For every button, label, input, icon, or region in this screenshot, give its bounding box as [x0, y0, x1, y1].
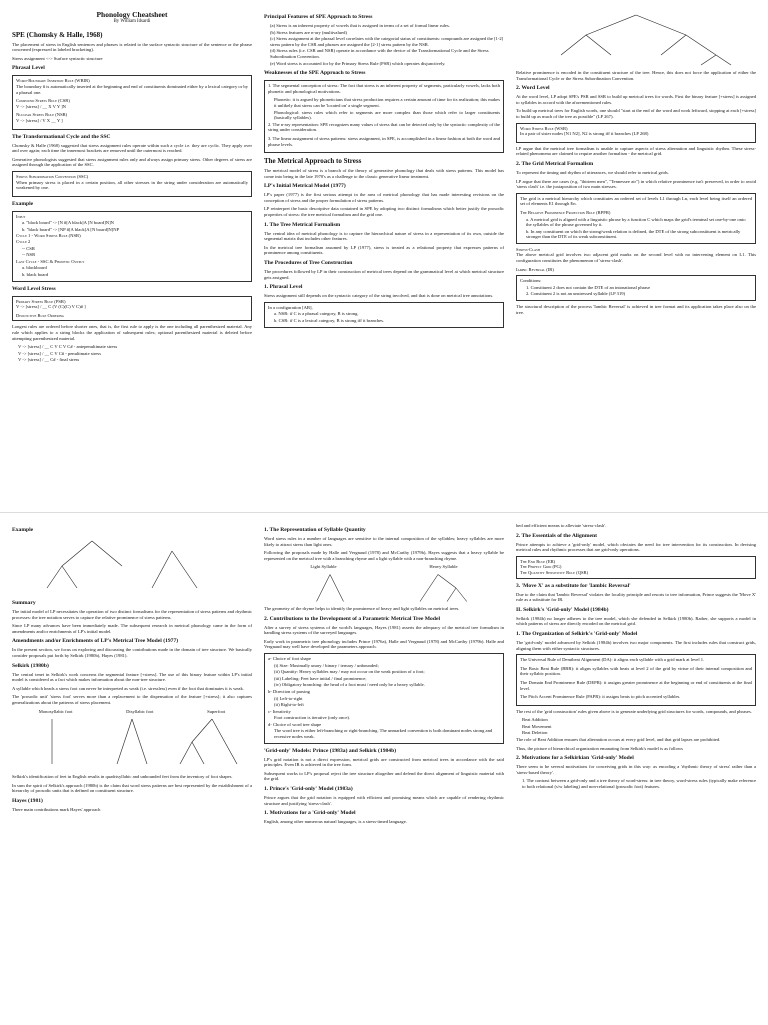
byline: By William Idsardi: [113, 19, 151, 24]
summary-heading: Summary: [12, 600, 36, 606]
beat-addition: Beat Addition: [522, 717, 548, 723]
thus-text: Thus, the picture of hierarchical organization emanating from Selkirk's model is as follows: [516, 745, 683, 751]
grid-box: [516, 193, 756, 244]
ssc-box: [12, 171, 252, 197]
summary-text-2: Since LP many advances have been immediately made. The subsequent research in metrical phonology came in the form of amendments and/or enrichments of LP's initial model.: [12, 623, 252, 634]
representation-text-2: Following the proposals made by Halle and Vergnaud (1978) and McCarthy (1979b), Hayes suggests that a heavy syllable be represented on the metrical tree with a branching rhyme and a light syllable with a non-branching rhyme.: [264, 550, 504, 561]
quantity-sensitivity-rule: The Quantity Sensitivity Rule (QSR): [520, 569, 589, 575]
lp-heading: LP's Initial Metrical Model (1977): [264, 183, 346, 190]
heavy-syllable-label: Heavy Syllable: [429, 564, 458, 570]
page-title: Phonology Cheatsheet: [96, 10, 168, 19]
phrasal-level-text: Stress assignment still depends on the syntactic category of the string involved, and that is done on metrical tree annotations.: [264, 293, 494, 299]
pf-b: (b) Stress features are n-ary (multivalued): [270, 29, 347, 35]
example-heading: Example: [12, 200, 34, 207]
param-d-text: The word tree is either left-branching or right-branching. The unmarked convention is both dominant nodes strong and recessive nodes weak.: [274, 728, 493, 740]
csr-formula: V -> [stress] / __ X V Y ]N: [16, 103, 66, 109]
selkirk-heading: Selkirk (1980b): [12, 662, 49, 669]
stress-clash-label: Stress-Clash: [516, 246, 540, 252]
psr-box: [12, 296, 252, 322]
pf-a: (a) Stress is an inherent property of vowels that is assigned in terms of a set of formal linear rules.: [270, 23, 450, 28]
ssc-title: Stress Subordination Convention (SSC): [16, 173, 89, 179]
param-a-iii: (iii) Labeling: Feet have initial / final prominence;: [274, 675, 367, 681]
summary-text: The initial model of LP necessitates the operation of two distinct formalisms for the representation of stress patterns and rhythmic processes: the tree notation serves to capture the relative prominence of stress patterns.: [12, 609, 252, 620]
param-c: c- Iterativity: [268, 708, 291, 714]
weakness-3: 3. The linear assignment of stress patterns: stress assignment, in SPE, is accomplished in a linear fashion at both the word and phrase levels.: [268, 135, 500, 147]
trans-text: Chomsky & Halle (1968) suggested that stress assignment rules operate within such a cycle i.e. they are cyclic. They apply over and over again; each time the innermost brackets are removed until the outermost is reached.: [12, 142, 252, 154]
psr-title: Primary Stress Rule (PSR): [16, 298, 66, 304]
prosodic-text: The 'prosodic unit' 'stress foot' serves more than a replacement to the dispensation of the feature [+stress]; it also captures generalizations about the patterns of stress placement.: [12, 694, 252, 705]
motivations-2-heading: 2. Motivations for a Selkirkian 'Grid-only' Model: [516, 755, 634, 762]
rule-papr: The Pitch Accent Prominence Rule (PAPR): it assigns beats to pitch accented syllables.: [520, 694, 681, 700]
essentials-text: Prince attempts to achieve a 'grid-only' model, which obviates the need for tree intervention for its construction. In devising metrical rules and rhythmic processes that are grid-only operations.: [516, 541, 756, 553]
gen-text: Generative phonologists suggested that stress assignment rules only and always assign primary stress. Other degrees of stress are assigned through the application of the SSC.: [12, 156, 252, 168]
amendments-heading: Amendments and/or Enrichments of LP's Metrical Tree Model (1977): [12, 638, 179, 645]
wbir-box: [12, 75, 252, 129]
csr-title: Compound Stress Rule (CSR): [16, 98, 70, 104]
wbir-title: Word-Boundary Insertion Rule (WBIR): [16, 78, 90, 84]
last-cycle-label: Last Cycle - SSC & Phonetic Output: [16, 258, 85, 264]
grid-text-2: LP argue that there are cases (e.g. "thirteen men", "Tennessee air") in which relative prominence isn't preserved, in order to avoid 'stress clash' i.e. the juxtaposition of two main stresses.: [516, 178, 756, 190]
essentials-heading: 2. The Essentials of the Alignment: [516, 532, 598, 539]
conditions-title: Conditions:: [520, 278, 542, 284]
param-a-i: (i) Size: Maximally unary / binary / ternary / unbounded;: [274, 662, 379, 668]
prince-rules-box: [516, 556, 756, 579]
input-label: Input: [16, 213, 26, 219]
procedures-heading: The Procedures of Tree Construction: [264, 260, 353, 267]
word-level-heading: Word Level Stress: [12, 285, 56, 292]
tree-text: The central idea of metrical phonology is to capture the hierarchical nature of stress in a representation of its own, outside the segmental matrix that includes other features.: [264, 230, 504, 242]
conditions-box: [516, 275, 756, 301]
prince-heading: 1. Prince's 'Grid-only' Model (1983a): [264, 786, 353, 793]
nsr-formula: V -> [stress] / V X __ Y ]: [16, 117, 63, 123]
rppr-b: b. In any constituent on which the strong/weak relation is defined, the DTE of the strong subconstituent is metrically stronger than the DTE of its weak subconstituent.: [526, 228, 741, 240]
weakness-phonological: Phonological: stress rules which refer to segments are more complex than those which refer to larger constituents (basically syllables).: [274, 109, 500, 121]
sheet-2: [0, 512, 768, 1025]
dro-title: Disjunctive Rule Ordering: [16, 312, 65, 318]
configuration-b: b. CSR: if C is a lexical category, B is strong iff it branches.: [274, 318, 385, 323]
final-text: The structural description of the process 'Iambic Reversal' is achieved in tree format and its application takes place also on the tree.: [516, 304, 756, 315]
weakness-1: 1. The segmental conception of stress: The fact that stress is an inherent property of segments, particularly vowels, lacks both phonetic and phonological motivations.: [268, 83, 500, 94]
param-b-1: (i) Left-to-right: [274, 695, 303, 701]
word-level-2-text-2: To build up metrical trees for English words, one should "start at the end of the word and work leftward, stopping at each [+stress] to build up as much of the tree as possible" (LP 267).: [516, 108, 756, 119]
param-a-iv: (iv) Obligatory branching: the head of a foot must / need only be a heavy syllable.: [274, 682, 425, 688]
grid-heading: 2. The Grid Metrical Formalism: [516, 160, 594, 167]
spe-intro: The placement of stress in English sentences and phrases is related to the surface syntactic structure of the sentence or the phrase concerned (expressed in labeled bracketing).: [12, 41, 252, 53]
metrical-text: The metrical model of stress is a branch of the theory of generative phonology that deals with stress patterns. This model has come into being in the late 1970's as a challenge to the classic generative linear treatment.: [264, 168, 504, 179]
organization-heading: 1. The Organization of Selkirk's 'Grid-only' Model: [516, 630, 638, 637]
motivations-heading: 1. Motivations for a 'Grid-only' Model: [264, 810, 356, 817]
configuration-box: [264, 302, 504, 328]
motivations-text: English, among other numerous natural languages, is a stress-timed language.: [264, 819, 407, 825]
pf-d: (d) Stress rules (i.e. CSR and NSR) operate in accordance with the device of the Transformational Cycle and the Stress Subordination Convention.: [270, 48, 489, 59]
lp-text-2: LP reinterpret the basic descriptive data contained in SPE by adopting two distinct formalisms which better justify the prosodic properties of stress: the tree metrical formalism and the grid one.: [264, 206, 504, 218]
param-a-ii: (ii) Quantity: Heavy syllables may / may not occur on the weak position of a foot;: [274, 669, 425, 675]
weakness-heading: Weaknesses of the SPE Approach to Stress: [264, 70, 366, 77]
column-2: [264, 10, 504, 331]
relative-prominence-text: Relative prominence is encoded in the constituent structure of the tree. Hence, this does not force the application of either the Transformational Cycle or the Stress Subordination Convention.: [516, 70, 756, 81]
syllable-diagram: [264, 570, 504, 606]
tree-text-2: In the metrical tree formalism assumed by LP (1977), stress is treated as a relational property that expresses patterns of prominence among constituents.: [264, 244, 504, 256]
column-6: [516, 523, 756, 791]
wsr-title: Word Stress Rule (WSR): [520, 125, 568, 131]
sheet-1: [0, 0, 768, 512]
csr-step: -- CSR: [22, 245, 35, 251]
grid-only-text-2: Subsequent works to LP's proposal reject the tree structure altogether and defend the direct alignment of linguistic material with the grid.: [264, 770, 504, 782]
column-4: [12, 523, 252, 816]
rppr-a: a. A metrical grid is aligned with a linguistic phrase by a function C which maps the grid's terminal set one-by-one onto the syllables of the phrase governed by it.: [526, 216, 746, 228]
rule-bbr: The Basic Beat Rule (BBR): it aligns syllables with beats at level 2 of the grid by virtue of their internal composition and their syllabic position.: [520, 665, 752, 677]
spe-heading: SPE (Chomsky & Halle, 1968): [12, 30, 103, 39]
transformational-heading: The Transformational Cycle and the SSC: [12, 133, 111, 140]
foot-types-diagram: [12, 714, 252, 774]
contributions-text-2: Early work in parametric tree phonology includes Prince (1976a), Halle and Vergnaud (1978) and McCarthy (1979b). Halle and Vergnaud may well have developed the parameters approach.: [264, 638, 504, 650]
pf-e: (e) Word stress is accounted for by the Primary Stress Rule (PSR) which operates disjunctively.: [270, 60, 446, 66]
pf-c: (c) Stress assignment at the phrasal level correlates with the categorial status of constituents: compounds are assigned the [1-2] stress pattern by the CSR and phrases are assigned the [2-1] stress pattern by the NSR.: [270, 36, 504, 47]
iambic-reversal-label: Iambic Reversal (IR): [516, 266, 554, 272]
rule-da: The Universal Rule of Demibeat Alignment (DA): it aligns each syllable with a grid mark at level 1.: [520, 657, 705, 663]
foot-types-row: [12, 709, 252, 715]
configuration-a: a. NSR: if C is a phrasal category, B is strong.: [274, 311, 359, 317]
condition-2: 2. Constituent 2 is not an unstressed syllable (LP 319): [526, 291, 626, 297]
procedures-text: The procedures followed by LP in their construction of metrical trees depend on the grammatical level at which metrical structure gets assigned.: [264, 269, 504, 280]
rule-depr: The Domain End Prominence Rule (DEPR): it assigns greater prominence at the beginning or end of constituents at the final level.: [520, 679, 752, 691]
wsr-text: In a pair of sister nodes [N1 N2], N2 is strong iff it branches (LP 268): [520, 131, 649, 137]
principal-heading: Principal Features of SPE Approach to Stress: [264, 14, 373, 20]
disyllabic-foot-label: Disyllabic foot: [126, 708, 154, 714]
column-1: [12, 10, 252, 364]
column-3: [516, 10, 756, 318]
superfoot-label: Superfoot: [207, 708, 226, 714]
hayes-heading: Hayes (1981): [12, 797, 43, 804]
stress-clash-text: The above metrical grid involves two adjacent grid marks on the second level with no intervening element on L1. This configuration constitutes the phenomenon of 'stress-clash'.: [516, 252, 756, 264]
organization-text: The 'grid-only' model advanced by Selkirk (1984b) involves two major components. The first includes rules that construct grids, aligning them with either syntactic structures.: [516, 639, 756, 651]
nsr-step: -- NSR: [22, 252, 36, 258]
rest-text: The rest of the 'grid construction' rules given above is to generate underlying grid structures for words, compounds, and phrases.: [516, 708, 752, 714]
cycle1-label: Cycle 1 - Word Stress Rule (NSR): [16, 233, 81, 239]
selkirk-end-text: Selkirk's identification of feet in English results in quadrisyllabic and unbounded feet from the inventory of foot shapes.: [12, 774, 233, 780]
rule-penult: V -> [stress] / __ C V C# - penultimate stress: [18, 350, 101, 356]
weakness-2: 2. The n-ary representation: SPE recognizes many values of stress that can be detected only by the syntactic complexity of the string under consideration.: [268, 121, 500, 133]
syllable-text: A syllable which heads a stress foot can never be interpreted as weak (i.e. stressless) even if the foot that dominates it is weak.: [12, 685, 244, 691]
word-level-2-text: At the word level, LP adopt SPE's PSR and SSR to build up metrical trees for words. First the binary feature [+stress] is assigned to syllables in accord with the aforementioned rules.: [516, 94, 756, 105]
motivations-2-item: 1. The contrast between a grid-only and a tree theory of word-stress: in tree theory, word-stress rules (typically make reference to both relational (s/w labeling) and non-relational (prosodic foot) features.: [522, 778, 756, 790]
phrasal-heading: Phrasal Level: [12, 65, 45, 72]
wsr-after-text: LP argue that the metrical tree formalism is unable to capture aspects of stress alternation and linguistic rhythm. These stress-related phenomena are claimed to require another formalism - the metrical grid.: [516, 145, 756, 157]
param-b: b- Direction of parsing: [268, 688, 310, 694]
role-text: The role of Beat Addition ensures that alternation occurs at every grid level, and that grid lapses are prohibited.: [516, 737, 721, 743]
selkirk-2-text: Selkirk (1984b) no longer adheres to the tree model, which she defended in Selkirk (1980b). Rather, she supports a model in which patterns of stress are directly encoded on the metrical grid.: [516, 615, 756, 627]
beat-movement: Beat Movement: [522, 723, 552, 729]
contributions-heading: 2. Contributions to the Development of a Parametric Metrical Tree Model: [264, 615, 441, 622]
prince-text: Prince argues that the grid notation is equipped with efficient and promising means which are capable of rendering rhythmic structure and justifying 'stress-clash'.: [264, 795, 504, 806]
input-a: a. "black board" -> [N #[A black]A [N board]N]N: [22, 220, 114, 226]
perfect-grid: The Perfect Grid (PG): [520, 564, 562, 570]
motivations-2-text: There seem to be several motivations for conceiving grids in this way: as encoding a 'rhythmic theory of stress' rather than a 'stress-based theory'.: [516, 764, 756, 775]
input-b: b. "black board" -> [NP #[A black]A [N board]N]NP: [22, 226, 120, 232]
grid-only-text: LP's grid notation is not a direct expression, metrical grids are constructed from metrical trees in accordance with the said principles. Even IR is achieved in the tree form.: [264, 756, 504, 768]
selkirk-end-text-2: In sum the spirit of Selkirk's approach (1980b) is the claim that word stress patterns are best represented by the establishment of a hierarchy of prosodic units that is defined on constituent structure.: [12, 782, 252, 794]
condition-1: 1. Constituent 2 does not contain the DTE of an intonational phrase: [526, 284, 651, 290]
output-a: a. blackboard: [22, 265, 47, 271]
monosyllabic-foot-label: Monosyllabic foot: [38, 708, 73, 714]
word-level-2-heading: 2. Word Level: [516, 85, 550, 92]
selkirk-2-heading: II. Selkirk's 'Grid-only' Model (1984b): [516, 606, 609, 613]
rule-final: V -> [stress] / __ C# - final stress: [18, 357, 80, 363]
output-b: b. black board: [22, 272, 49, 278]
wsr-box: [516, 123, 756, 143]
amendments-text: In the present section, we focus on exploring and discussing the contributions made in the domain of tree structure. We basically consider proposals put forth by Selkirk (1980b), Hayes (1981).: [12, 647, 252, 658]
phrasal-level-heading: 1. Phrasal Level: [264, 284, 303, 291]
ssc-text: When primary stress is placed in a certain position, all other stresses in the string under consideration are automatically weakened by one.: [16, 179, 248, 191]
move-x-text: Due to the claim that 'Iambic Reversal' violates the locality principle and resorts to tree information, Prince suggests the 'Move X' rule as a substitute for IR.: [516, 591, 756, 603]
rule-antepenult: V -> [stress] / __ C V C V C# - antepenultimate stress: [18, 344, 118, 350]
cycle2-label: Cycle 2: [16, 239, 31, 245]
param-c-text: Foot construction is iterative (only once).: [274, 715, 351, 721]
param-a: a- Choice of foot shape: [268, 655, 311, 661]
rppr-title: The Relative Prominence Projection Rule (RPPR): [520, 209, 611, 215]
representation-heading: 1. The Representation of Syllable Quantity: [264, 527, 366, 533]
light-syllable-label: Light Syllable: [310, 564, 337, 570]
end-rule: The End Rule (ER): [520, 558, 556, 564]
grid-text: To represent the timing and rhythm of utterances, we should refer to metrical grids.: [516, 169, 669, 175]
contributions-text: After a survey of stress systems of the world's languages, Hayes (1981) asserts the adequacy of the metrical tree formalism in handling stress systems of the surveyed languages.: [264, 624, 504, 636]
spe-formula: Stress assignment <-> Surface syntactic structure: [12, 55, 103, 61]
column-6-lead: bed and efficient means to alleviate 'stress-clash'.: [516, 523, 607, 528]
example-tree-diagram: [12, 536, 252, 596]
example-2-heading: Example: [12, 527, 34, 533]
selkirk-text: The central tenet in Selkirk's work concerns the segmental feature [+stress]. The use of this binary feature within LP's initial model is considered as a fact which makes information about the non-tree structure.: [12, 671, 252, 683]
example-box: [12, 211, 252, 282]
geometry-text: The geometry of the rhyme helps to identify the prominence of heavy and light syllables on metrical trees.: [264, 605, 460, 611]
nsr-title: Nuclear Stress Rule (NSR): [16, 112, 68, 118]
param-d: d- Choice of word tree shape: [268, 721, 322, 727]
configuration-title: In a configuration [AB],: [268, 304, 313, 310]
psr-formula: V -> [stress] / __ C (V (C)(C) V C)# ]: [16, 304, 86, 310]
tree-heading: 1. The Tree Metrical Formalism: [264, 221, 341, 228]
column-5: [264, 523, 504, 828]
wbir-text: The boundary # is automatically inserted at the beginning and end of constituents dominated either by a lexical category or by a phrasal one.: [16, 83, 248, 95]
lp-text: LP's paper (1977) is the first serious attempt in the area of metrical phonology that has made interesting revisions on the conception of stress and the proper formulation of stress patterns.: [264, 192, 504, 203]
selkirk-rules-box: [516, 654, 756, 706]
parameters-box: [264, 653, 504, 744]
dro-text: Longest rules are ordered before shorter ones, that is, the first rule to apply is the one including all parenthesized material. Any rule which applies to a string blocks the application of subsequent rules; optional parenthesized material is deleted before attempting parenthesized material.: [12, 324, 252, 341]
representation-text: Word stress rules in a number of languages are sensitive to the internal composition of the syllables; heavy syllables are more likely to attract stress than light ones.: [264, 536, 504, 547]
weakness-box: [264, 80, 504, 153]
metrical-tree-diagram: [516, 10, 756, 70]
metrical-heading: The Metrical Approach to Stress: [264, 157, 362, 166]
param-b-2: (ii) Right-to-left: [274, 702, 304, 708]
hayes-text: There main contributions mark Hayes' approach: [12, 806, 101, 812]
grid-only-heading: 'Grid-only' Models: Prince (1983a) and Selkirk (1984b): [264, 747, 397, 754]
grid-definition: The grid is a metrical hierarchy which constitutes an ordered set of levels L1 through Ln, each level being itself an ordered set of elements E1 through En.: [520, 195, 752, 207]
weakness-phonetic: Phonetic: it is argued by phoneticians that stress production requires a certain amount of time for its realization; this makes it unlikely that stress can be 'located on' a single segment.: [274, 97, 500, 108]
move-x-heading: 3. 'Move X' as a substitute for 'Iambic Reversal': [516, 582, 631, 589]
beat-deletion: Beat Deletion: [522, 730, 548, 736]
